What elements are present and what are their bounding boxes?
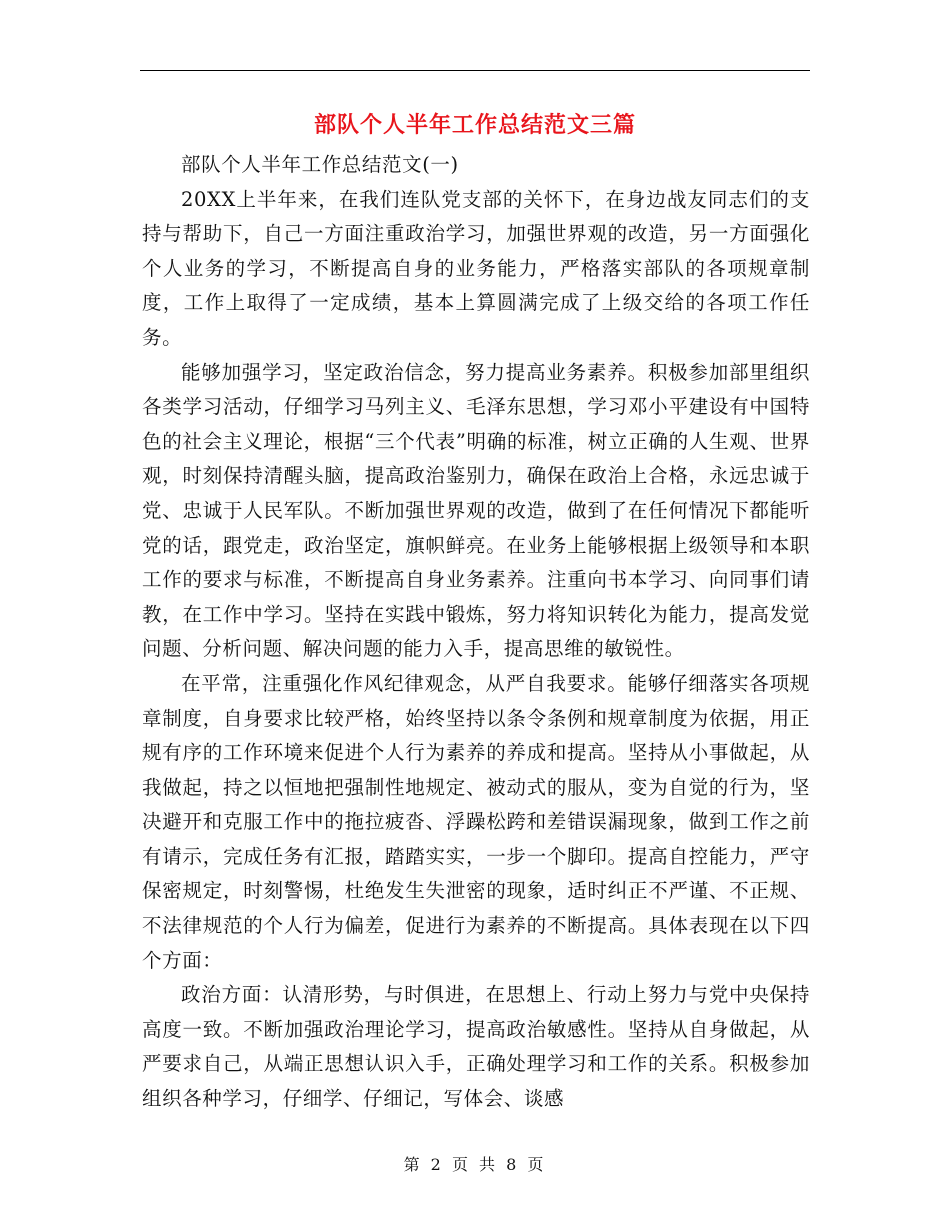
paragraph: 能够加强学习，坚定政治信念，努力提高业务素养。积极参加部里组织各类学习活动，仔细学习马列主义、毛泽东思想，学习邓小平建设有中国特色的社会主义理论，根据“三个代表”明确的标准，树立正确的人生观、世界观，时刻保持清醒头脑，提高政治鉴别力，确保在政治上合格，永远忠诚于党、忠诚于人民军队。不断加强世界观的改造，做到了在任何情况下都能听党的话，跟党走，政治坚定，旗帜鲜亮。在业务上能够根据上级领导和本职工作的要求与标准，不断提高自身业务素养。注重向书本学习、向同事们请教，在工作中学习。坚持在实践中锻炼，努力将知识转化为能力，提高发觉问题、分析问题、解决问题的能力入手，提高思维的敏锐性。 <box>142 360 810 661</box>
footer-prefix: 第 <box>403 1155 423 1174</box>
footer-total-pages: 8 <box>506 1155 520 1174</box>
paragraph: 政治方面：认清形势，与时俱进，在思想上、行动上努力与党中央保持高度一致。不断加强政治理论学习，提高政治敏感性。坚持从自身做起，从严要求自己，从端正思想认识入手，正确处理学习和工作的关系。积极参加组织各种学习，仔细学、仔细记，写体会、谈感 <box>142 983 810 1111</box>
footer-suffix: 页 <box>527 1155 547 1174</box>
footer-current-page: 2 <box>430 1155 444 1174</box>
document-body <box>142 148 810 1117</box>
footer-middle: 页 共 <box>451 1155 499 1174</box>
paragraph: 在平常，注重强化作风纪律观念，从严自我要求。能够仔细落实各项规章制度，自身要求比较严格，始终坚持以条令条例和规章制度为依据，用正规有序的工作环境来促进个人行为素养的养成和提高。坚持从小事做起，从我做起，持之以恒地把强制性地规定、被动式的服从，变为自觉的行为，坚决避开和克服工作中的拖拉疲沓、浮躁松跨和差错误漏现象，做到工作之前有请示，完成任务有汇报，踏踏实实，一步一个脚印。提高自控能力，严守保密规定，时刻警惕，杜绝发生失泄密的现象，适时纠正不严谨、不正规、不法律规范的个人行为偏差，促进行为素养的不断提高。具体表现在以下四个方面： <box>142 671 810 972</box>
header-rule <box>140 70 810 71</box>
paragraph: 20XX上半年来，在我们连队党支部的关怀下，在身边战友同志们的支持与帮助下，自己一方面注重政治学习，加强世界观的改造，另一方面强化个人业务的学习，不断提高自身的业务能力，严格落实部队的各项规章制度，工作上取得了一定成绩，基本上算圆满完成了上级交给的各项工作任务。 <box>142 187 810 349</box>
page-footer <box>0 1152 950 1175</box>
section-heading: 部队个人半年工作总结范文(一) <box>181 153 459 176</box>
document-title: 部队个人半年工作总结范文三篇 <box>313 113 636 138</box>
